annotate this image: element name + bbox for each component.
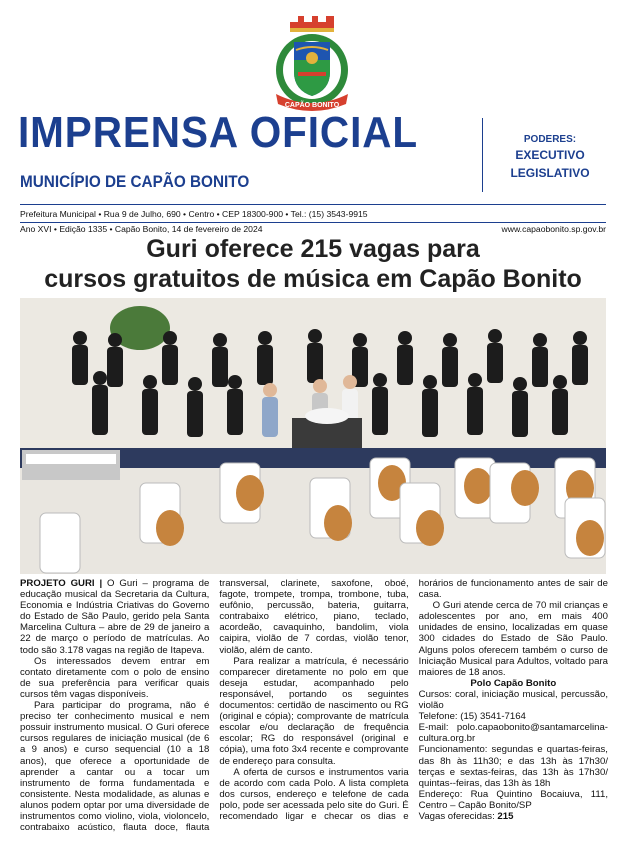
headline-line-2: cursos gratuitos de música em Capão Bonito [44, 265, 582, 293]
polo-title: Polo Capão Bonito [470, 677, 557, 689]
polo-courses: Cursos: coral, iniciação musical, percussão, violão [418, 688, 608, 712]
address-bar: Prefeitura Municipal • Rua 9 de Julho, 690 • Centro • CEP 18300-900 • Tel.: (15) 3543-9915 [20, 204, 606, 223]
powers-box [490, 134, 610, 181]
article-p3: Para participar do programa, não é preciso ter conhecimento musical e nem possuir instrumento musical. O Guri oferece cursos regulares de iniciação musical (de 6 a 9 anos) e curso sequencial (10 a 18 anos), que oferece a oportunidade de aprender a cantar ou a tocar um instrumento de forma fundamentada e consistente. Nesta modalidade, as alunas e alunos podem optar por uma diversidade de instrumentos como violino, viola, violoncelo, contrabaixo acústico, flauta doce, flauta transversal, clarinete, saxofone, oboé, fagote, trompete, trompa, trombone, tuba, eufônio, percussão, bateria, guitarra, contrabaixo elétrico, piano, teclado, acordeão, cavaquinho, bandolim, viola caipira, violão de 7 cordas, violão tenor, violão, além de canto. [20, 578, 409, 834]
group-photo-icon [20, 298, 606, 574]
power-executive: EXECUTIVO [515, 148, 585, 162]
power-legislative: LEGISLATIVO [510, 166, 590, 180]
article-p6: O Guri atende cerca de 70 mil crianças e adolescentes por ano, em mais 400 unidades de ensino, localizadas em quase 300 cidades do Estado de São Paulo. Alguns polos oferecem também o curso de Iniciação Musical para Adultos, voltado para maiores de 18 anos. [418, 600, 608, 678]
article-body [20, 578, 608, 850]
municipal-crest-icon [268, 14, 356, 114]
polo-address: Endereço: Rua Quintino Bocaiuva, 111, Centro – Capão Bonito/SP [418, 788, 608, 811]
article-p4: Para realizar a matrícula, é necessário comparecer diretamente no polo em que deseja estudar, acompanhado pelo responsável, portando os seguintes documentos: certidão de nascimento ou RG (original e cópia); comprovante de matrícula escolar e/ou declaração de frequência escolar; RG do responsável (original e cópia), uma foto 3x4 recente e comprovante de endereço para consulta. [219, 655, 409, 767]
article-lead-label: PROJETO GURI | [20, 578, 103, 589]
masthead-title: IMPRENSA OFICIAL [18, 108, 419, 157]
polo-vacancies-value: 215 [497, 810, 514, 822]
polo-vacancies [419, 811, 608, 822]
article-p5: A oferta de cursos e instrumentos varia de acordo com cada Polo. A lista completa dos cursos, endereço e telefone de cada polo, pode ser acessada pelo site do Guri. É recomendado ligar e checar os dias e horários de funcionamento antes de sair de casa. [219, 578, 608, 822]
edition-bar [20, 224, 606, 234]
masthead-subtitle: MUNICÍPIO DE CAPÃO BONITO [20, 172, 250, 191]
powers-heading: PODERES: [523, 134, 577, 145]
polo-vacancies-label: Vagas oferecidas: [418, 810, 498, 822]
crest-label: CAPÃO BONITO [284, 102, 340, 109]
article-p2: Os interessados devem entrar em contato diretamente com o polo de ensino de sua preferência para verificar quais cursos têm vagas disponíveis. [20, 655, 210, 700]
polo-phone: Telefone: (15) 3541-7164 [418, 711, 526, 723]
polo-hours: Funcionamento: segundas e quartas-feiras, das 8h às 11h30; e das 13h às 17h30/ terças e sextas-feiras, das 13h às 17h30/ quintas--feiras, das 13h às 18h [418, 744, 608, 789]
masthead-divider [482, 118, 483, 192]
headline-line-1: Guri oferece 215 vagas para [146, 235, 480, 263]
headline [20, 234, 606, 294]
article-p1: O Guri – programa de educação musical da Secretaria da Cultura, Economia e Indústria Criativas do Governo do Estado de São Paulo, gerido pela Santa Marcelina Cultura – abre de 29 de janeiro a 22 de março o período de matrículas. Ao todo são 3.178 vagas na região de Itapeva. [20, 578, 210, 656]
edition-info: Ano XVI • Edição 1335 • Capão Bonito, 14 de fevereiro de 2024 [20, 224, 263, 234]
website-link[interactable]: www.capaobonito.sp.gov.br [501, 224, 606, 234]
polo-email: E-mail: polo.capaobonito@santamarcelina-cultura.org.br [418, 722, 608, 745]
